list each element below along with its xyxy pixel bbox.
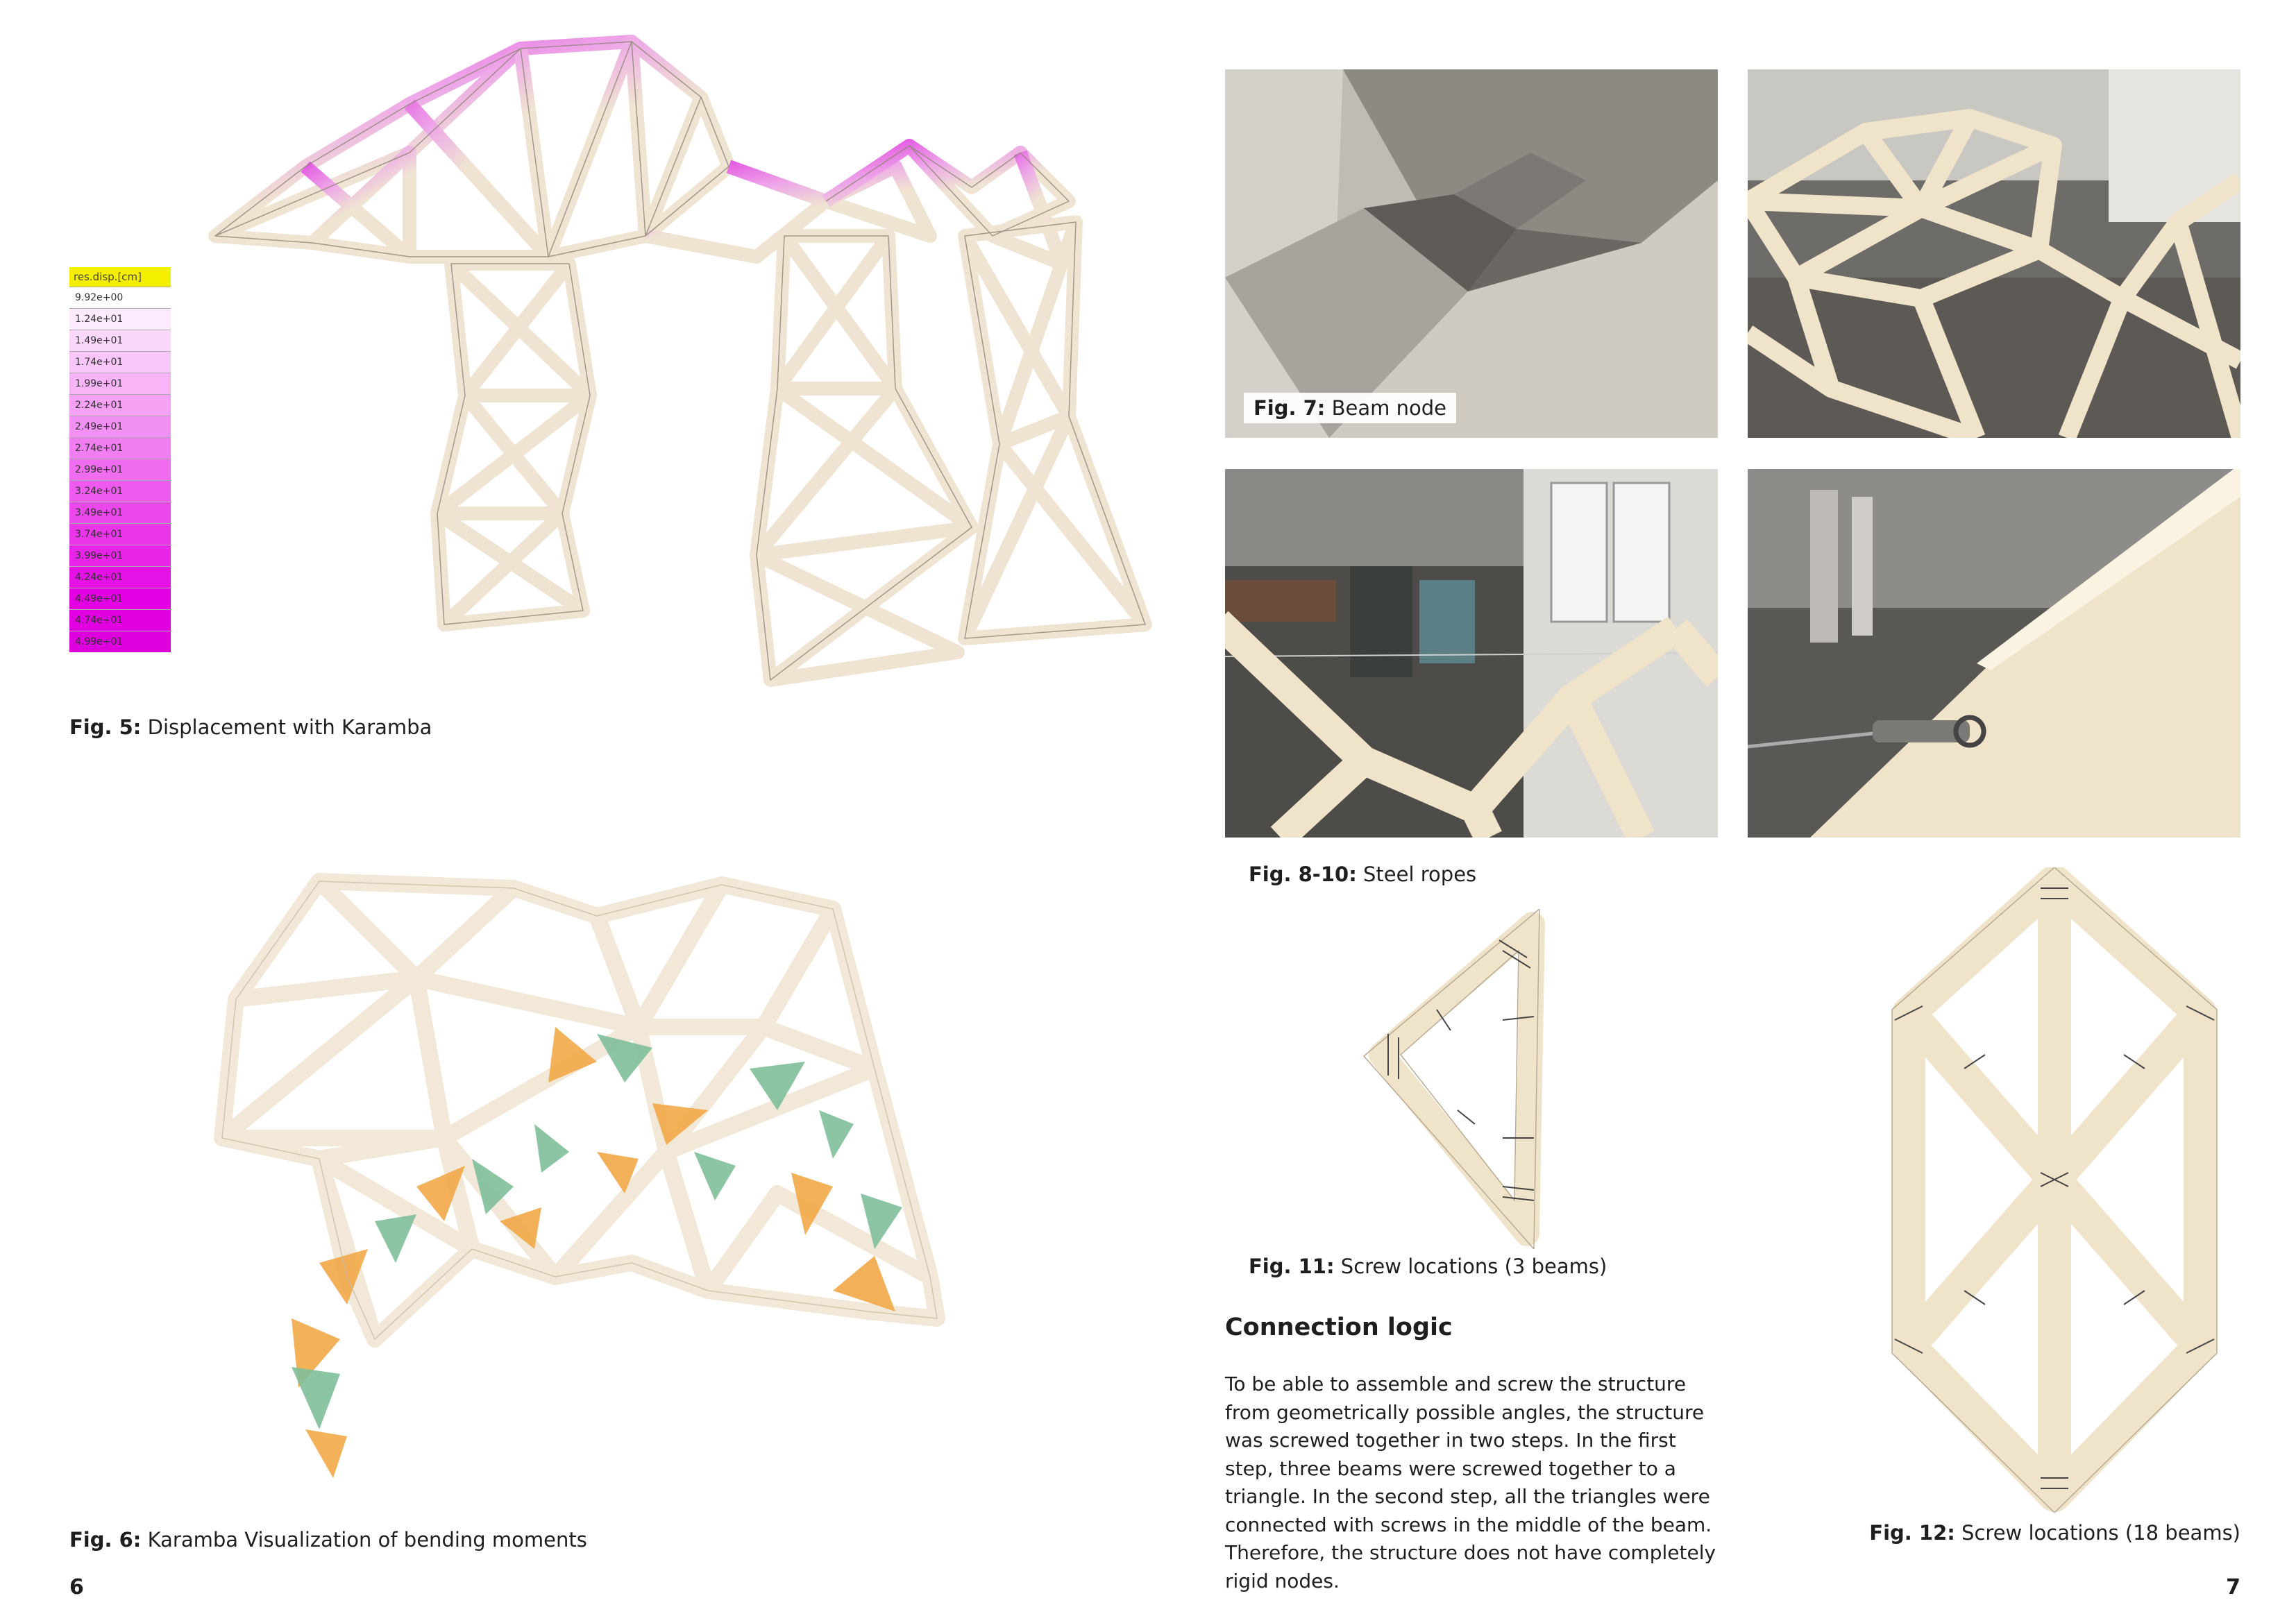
legend-row: 4.99e+01 (69, 631, 171, 652)
legend-header: res.disp.[cm] (69, 267, 171, 287)
legend-row: 1.74e+01 (69, 351, 171, 373)
legend-row: 1.49e+01 (69, 330, 171, 351)
fig12-caption (1869, 1520, 2240, 1546)
fig6-text: Karamba Visualization of bending moments (141, 1528, 587, 1552)
connection-logic-paragraph: To be able to assemble and screw the structure from geometrically possible angles, the structure was screwed together in two steps. In the first step, three beams were screwed together to a triangle. In the second step, all the triangles were connected with screws in the middle of the beam. Therefore, the structure does not have completely rigid nodes. (1225, 1373, 1716, 1592)
photo-rope-tensioner (1748, 469, 2240, 838)
fig5-displacement-model (201, 28, 1159, 708)
fig8-10-caption (1249, 861, 1476, 887)
legend-row: 4.74e+01 (69, 609, 171, 631)
legend-row: 1.99e+01 (69, 373, 171, 394)
legend-row: 3.99e+01 (69, 545, 171, 566)
fig12-text: Screw locations (18 beams) (1955, 1521, 2240, 1545)
legend-row: 4.49e+01 (69, 588, 171, 609)
legend-row: 2.99e+01 (69, 459, 171, 480)
legend-row: 3.24e+01 (69, 480, 171, 502)
fig5-text: Displacement with Karamba (141, 715, 432, 739)
fig11-text: Screw locations (3 beams) (1334, 1255, 1607, 1278)
fig5-label: Fig. 5: (69, 715, 142, 739)
fig6-caption (69, 1527, 587, 1553)
fig11-triangle-screw-diagram (1360, 909, 1548, 1249)
section-title: Connection logic (1225, 1314, 1453, 1341)
fig7-label: Fig. 7: (1253, 396, 1326, 420)
fig11-caption (1249, 1253, 1607, 1280)
legend-row: 2.49e+01 (69, 416, 171, 437)
legend-row: 3.74e+01 (69, 523, 171, 545)
fig12-label: Fig. 12: (1869, 1521, 1955, 1545)
photo-steel-ropes-workshop (1225, 469, 1718, 838)
fig6-bending-moments-model (208, 860, 972, 1499)
fig11-label: Fig. 11: (1249, 1255, 1335, 1278)
legend-row: 1.24e+01 (69, 308, 171, 330)
fig12-hexagon-screw-diagram (1881, 867, 2228, 1513)
displacement-legend (69, 267, 171, 652)
fig8-10-text: Steel ropes (1356, 863, 1477, 886)
legend-row: 4.24e+01 (69, 566, 171, 588)
photo-triangle-assembly (1748, 69, 2240, 438)
photo-beam-node (1225, 69, 1718, 438)
legend-row: 2.74e+01 (69, 437, 171, 459)
legend-row: 2.24e+01 (69, 394, 171, 416)
legend-row: 3.49e+01 (69, 502, 171, 523)
page-number-right: 7 (2226, 1575, 2240, 1599)
legend-row: 9.92e+00 (69, 287, 171, 308)
page-number-left: 6 (69, 1575, 84, 1599)
fig8-10-label: Fig. 8-10: (1249, 863, 1357, 886)
fig6-label: Fig. 6: (69, 1528, 142, 1552)
fig7-caption (1244, 393, 1456, 423)
fig5-caption (69, 714, 432, 740)
fig7-text: Beam node (1325, 396, 1446, 420)
